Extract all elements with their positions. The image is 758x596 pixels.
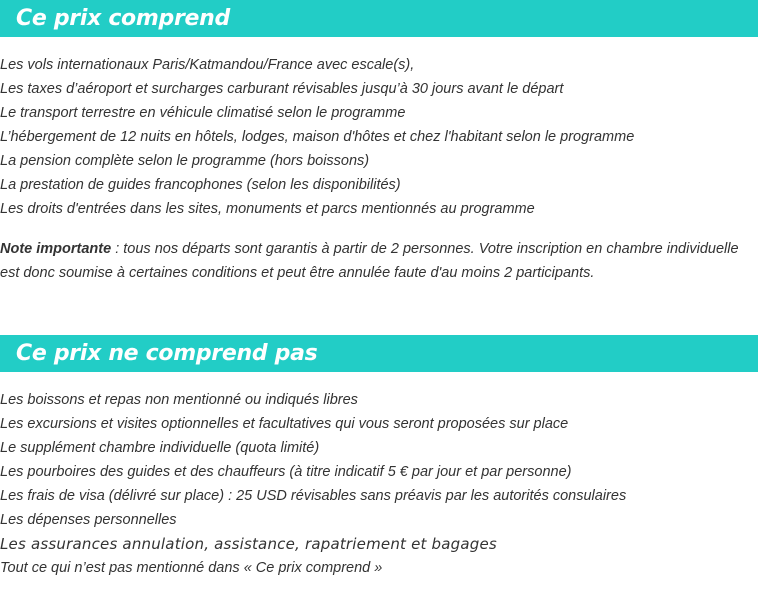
included-section-header xyxy=(0,0,758,37)
included-item: L’hébergement de 12 nuits en hôtels, lodges, maison d'hôtes et chez l'habitant selon le programme xyxy=(0,129,635,145)
included-item: La pension complète selon le programme (hors boissons) xyxy=(0,153,370,169)
excluded-item: Les frais de visa (délivré sur place) : 25 USD révisables sans préavis par les autorités consulaires xyxy=(0,488,627,504)
important-note xyxy=(0,237,755,285)
included-item: Les droits d'entrées dans les sites, monuments et parcs mentionnés au programme xyxy=(0,201,535,217)
excluded-item: Les boissons et repas non mentionné ou indiqués libres xyxy=(0,392,358,408)
excluded-list xyxy=(0,388,626,580)
important-note-text: : tous nos départs sont garantis à partir de 2 personnes. Votre inscription en chambre individuelle est donc soumise à certaines conditions et peut être annulée faute d'au moins 2 participants. xyxy=(0,241,739,281)
included-item: Le transport terrestre en véhicule climatisé selon le programme xyxy=(0,105,406,121)
important-note-label: Note importante xyxy=(0,241,112,257)
excluded-item: Tout ce qui n’est pas mentionné dans « Ce prix comprend » xyxy=(0,560,383,576)
excluded-item: Le supplément chambre individuelle (quota limité) xyxy=(0,440,320,456)
included-item: La prestation de guides francophones (selon les disponibilités) xyxy=(0,177,401,193)
excluded-section-header xyxy=(0,335,758,372)
included-list xyxy=(0,53,634,221)
excluded-item: Les assurances annulation, assistance, rapatriement et bagages xyxy=(0,535,497,553)
excluded-item: Les pourboires des guides et des chauffeurs (à titre indicatif 5 € par jour et par personne) xyxy=(0,464,572,480)
included-item: Les vols internationaux Paris/Katmandou/France avec escale(s), xyxy=(0,57,415,73)
excluded-item: Les excursions et visites optionnelles et facultatives qui vous seront proposées sur place xyxy=(0,416,569,432)
included-section-title: Ce prix comprend xyxy=(16,6,230,31)
excluded-section-title: Ce prix ne comprend pas xyxy=(16,341,318,366)
included-item: Les taxes d’aéroport et surcharges carburant révisables jusqu’à 30 jours avant le départ xyxy=(0,81,564,97)
excluded-item: Les dépenses personnelles xyxy=(0,512,177,528)
